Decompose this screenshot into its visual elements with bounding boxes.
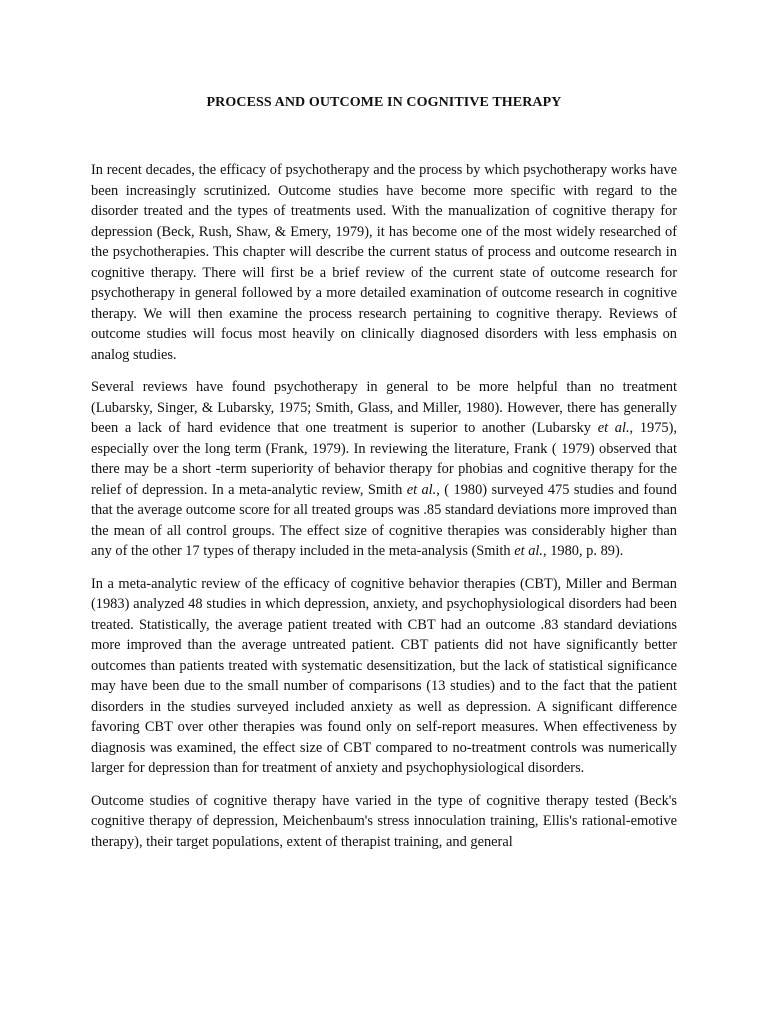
- paragraph-text: , 1980, p. 89).: [543, 543, 624, 559]
- document-body: [91, 160, 677, 864]
- paragraph-text: In recent decades, the efficacy of psychotherapy and the process by which psychotherapy works have been increasingly scrutinized. Outcome studies have become more specific with regard to the disorder treated and the types of treatments used. With the manualization of cognitive therapy for depression (Beck, Rush, Shaw, & Emery, 1979), it has become one of the most widely researched of the psychotherapies. This chapter will describe the current status of process and outcome research in cognitive therapy. There will first be a brief review of the current state of outcome research for psychotherapy in general followed by a more detailed examination of outcome research in cognitive therapy. We will then examine the process research pertaining to cognitive therapy. Reviews of outcome studies will focus most heavily on clinically diagnosed disorders with less emphasis on analog studies.: [91, 162, 677, 363]
- paragraph-text: , ( 1980) surveyed 475 studies and found that the average outcome score for all treated groups was .85 standard deviations more improved than the mean of all control groups. The effect size of cognitive therapies was considerably higher than any of the other 17 types of therapy included in the meta-analysis (Smith: [91, 481, 677, 559]
- document-title: PROCESS AND OUTCOME IN COGNITIVE THERAPY: [206, 95, 562, 110]
- italic-citation: et al.: [514, 543, 543, 559]
- paragraph-text: , 1975), especially over the long term (Frank, 1979). In reviewing the literature, Frank ( 1979) observed that there may be a short -term superiority of behavior therapy for phobias and cognitive therapy for the relief of depression. In a meta-analytic review, Smith: [91, 420, 677, 498]
- paragraph-4: [91, 791, 677, 853]
- paragraph-text: In a meta-analytic review of the efficacy of cognitive behavior therapies (CBT), Miller and Berman (1983) analyzed 48 studies in which depression, anxiety, and psychophysiological disorders had been treated. Statistically, the average patient treated with CBT had an outcome .83 standard deviations more improved than the average untreated patient. CBT patients did not have significantly better outcomes than patients treated with systematic desensitization, but the lack of statistical significance may have been due to the small number of comparisons (13 studies) and to the fact that the patient disorders in the studies surveyed included anxiety as well as depression. A significant difference favoring CBT over other therapies was found only on self-report measures. When effectiveness by diagnosis was examined, the effect size of CBT compared to no-treatment controls was numerically larger for depression than for treatment of anxiety and psychophysiological disorders.: [91, 575, 677, 776]
- paragraph-text: Outcome studies of cognitive therapy have varied in the type of cognitive therapy tested (Beck's cognitive therapy of depression, Meichenbaum's stress innoculation training, Ellis's rational-emotive therapy), their target populations, extent of therapist training, and general: [91, 792, 677, 850]
- italic-citation: et al.: [597, 420, 630, 436]
- paragraph-2: [91, 377, 677, 562]
- paragraph-1: [91, 160, 677, 365]
- italic-citation: et al.: [406, 481, 437, 498]
- paragraph-text: Several reviews have found psychotherapy in general to be more helpful than no treatment (Lubarsky, Singer, & Lubarsky, 1975; Smith, Glass, and Miller, 1980). However, there has generally been a lack of hard evidence that one treatment is superior to another (Lubarsky: [91, 379, 677, 436]
- paragraph-3: [91, 574, 677, 779]
